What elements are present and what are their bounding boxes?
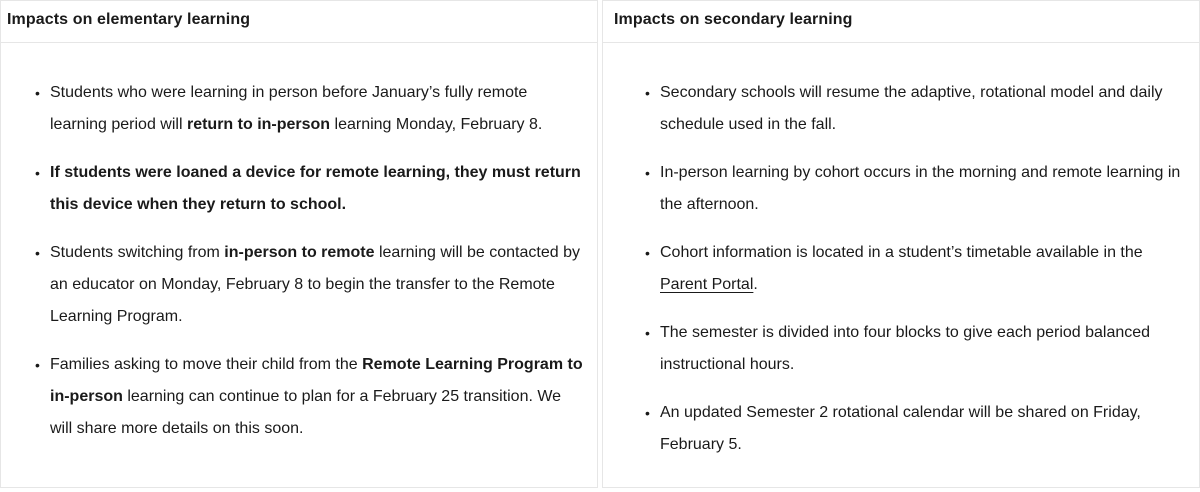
item-text: learning can continue to plan for a February 25 transition. We will share more details on this soon. — [50, 388, 562, 437]
list-item — [645, 77, 1189, 141]
bullet-icon: • — [35, 245, 40, 261]
list-item — [35, 349, 585, 445]
secondary-heading: Impacts on secondary learning — [603, 1, 1199, 43]
elementary-heading: Impacts on elementary learning — [1, 1, 597, 43]
bullet-icon: • — [35, 165, 40, 181]
list-item — [35, 237, 585, 333]
item-bold-text: return to in-person — [186, 116, 331, 133]
item-bold-text: If students were loaned a device for remote learning, they must return this device when they return to school. — [50, 164, 581, 213]
list-item — [35, 77, 585, 141]
list-item — [645, 317, 1189, 381]
item-text: Students who were learning in person before January’s fully remote learning period will — [50, 84, 528, 133]
bullet-icon: • — [645, 85, 650, 101]
item-text: Students switching from — [50, 244, 225, 261]
bullet-icon: • — [645, 405, 650, 421]
item-bold-text: Remote Learning Program to in-person — [50, 356, 583, 405]
item-text: Secondary schools will resume the adaptive, rotational model and daily schedule used in the fall. — [660, 84, 1163, 133]
item-text: learning will be contacted by an educator on Monday, February 8 to begin the transfer to the Remote Learning Program. — [50, 244, 580, 325]
parent-portal-link[interactable]: Parent Portal — [660, 276, 754, 293]
list-item — [645, 397, 1189, 461]
bullet-icon: • — [645, 245, 650, 261]
secondary-column — [602, 0, 1200, 488]
item-bold-text: in-person to remote — [224, 244, 375, 261]
item-text: An updated Semester 2 rotational calendar will be shared on Friday, February 5. — [660, 404, 1141, 453]
list-item — [35, 157, 585, 221]
item-text: In-person learning by cohort occurs in the morning and remote learning in the afternoon. — [660, 164, 1181, 213]
bullet-icon: • — [35, 357, 40, 373]
item-text: Families asking to move their child from the — [50, 356, 363, 373]
list-item — [645, 157, 1189, 221]
item-text: The semester is divided into four blocks to give each period balanced instructional hours. — [660, 324, 1151, 373]
bullet-icon: • — [645, 325, 650, 341]
list-item — [645, 237, 1189, 301]
item-text: Cohort information is located in a student’s timetable available in the — [660, 244, 1143, 261]
item-text: . — [753, 276, 758, 293]
bullet-icon: • — [35, 85, 40, 101]
elementary-column — [0, 0, 598, 488]
elementary-list — [35, 77, 585, 461]
bullet-icon: • — [645, 165, 650, 181]
item-text: learning Monday, February 8. — [330, 116, 543, 133]
secondary-list — [645, 77, 1189, 477]
